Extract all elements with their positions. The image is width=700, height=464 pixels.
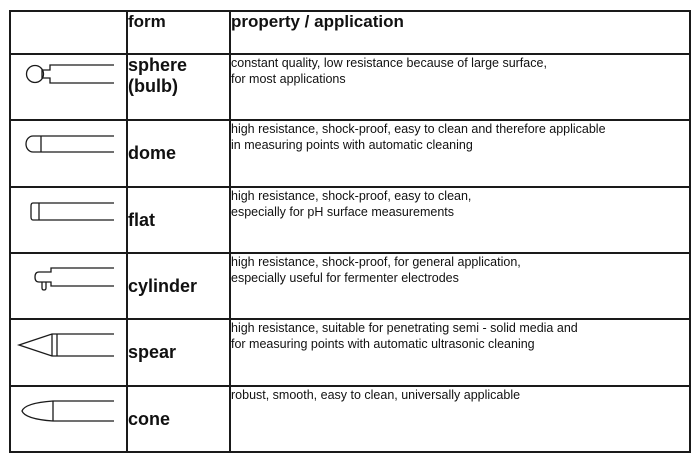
form-label: flat xyxy=(128,209,155,230)
table-row xyxy=(10,187,690,253)
property-text: high resistance, shock-proof, for general application, xyxy=(231,255,521,270)
form-cell xyxy=(127,386,230,452)
cylinder-electrode-icon xyxy=(11,254,124,316)
table-header-row xyxy=(10,11,690,54)
shape-cell xyxy=(10,386,127,452)
sphere-bulb-electrode-icon xyxy=(11,55,124,117)
header-property-application: property / application xyxy=(230,11,690,54)
table-row xyxy=(10,319,690,385)
shape-cell xyxy=(10,253,127,319)
property-text: especially useful for fermenter electrodes xyxy=(231,271,459,286)
property-cell xyxy=(230,386,690,452)
form-cell xyxy=(127,54,230,120)
property-text: high resistance, shock-proof, easy to clean, xyxy=(231,188,472,203)
form-cell xyxy=(127,253,230,319)
header-form: form xyxy=(127,11,230,54)
property-cell xyxy=(230,54,690,120)
form-label: cone xyxy=(128,408,171,429)
property-cell xyxy=(230,319,690,385)
property-text: especially for pH surface measurements xyxy=(231,204,455,219)
property-text: for most applications xyxy=(231,72,346,87)
form-label: cylinder xyxy=(128,276,198,297)
form-label: spear xyxy=(128,342,177,363)
spear-electrode-icon xyxy=(11,320,124,382)
cone-electrode-icon xyxy=(11,387,124,449)
property-text: high resistance, shock-proof, easy to clean and therefore applicable xyxy=(231,122,606,137)
shape-cell xyxy=(10,319,127,385)
table-row xyxy=(10,253,690,319)
dome-electrode-icon xyxy=(11,121,124,183)
property-text: in measuring points with automatic cleaning xyxy=(231,138,473,153)
form-cell xyxy=(127,187,230,253)
form-label-note: (bulb) xyxy=(128,76,178,97)
table-row xyxy=(10,54,690,120)
shape-cell xyxy=(10,54,127,120)
form-cell xyxy=(127,319,230,385)
flat-electrode-icon xyxy=(11,188,124,250)
property-text: constant quality, low resistance because of large surface, xyxy=(231,56,547,71)
header-shape-column xyxy=(10,11,127,54)
shape-cell xyxy=(10,120,127,186)
form-label: sphere xyxy=(128,55,188,76)
form-label: dome xyxy=(128,143,177,164)
property-cell xyxy=(230,253,690,319)
shape-cell xyxy=(10,187,127,253)
property-cell xyxy=(230,187,690,253)
property-text: high resistance, suitable for penetrating semi - solid media and xyxy=(231,321,578,336)
property-text: robust, smooth, easy to clean, universally applicable xyxy=(231,387,521,402)
property-cell xyxy=(230,120,690,186)
electrode-membrane-forms-table xyxy=(9,10,691,453)
property-text: for measuring points with automatic ultrasonic cleaning xyxy=(231,337,535,352)
form-cell xyxy=(127,120,230,186)
table-row xyxy=(10,120,690,186)
table-row xyxy=(10,386,690,452)
